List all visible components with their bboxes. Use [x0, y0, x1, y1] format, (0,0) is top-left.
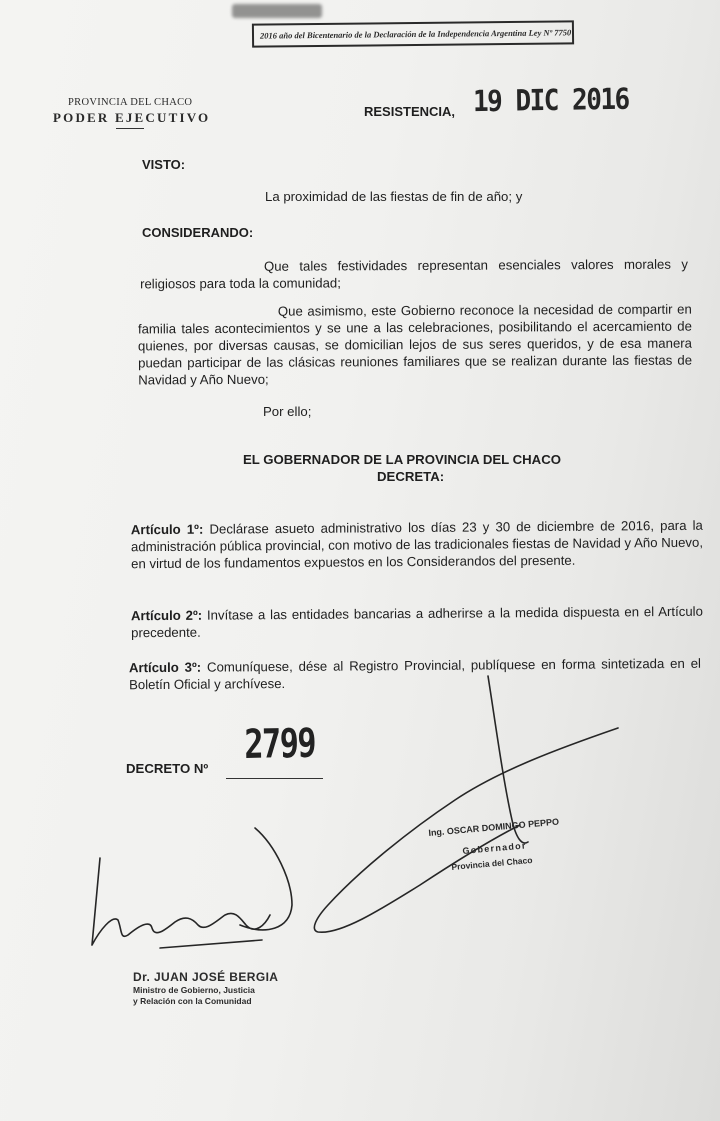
article-3-label: Artículo 3º: — [128, 659, 202, 676]
decreta-heading: DECRETA: — [377, 469, 445, 484]
article-3-text: Comuníquese, dése al Registro Provincial, publíquese en forma sintetizada en el Boletín Oficial y archívese. — [129, 655, 701, 693]
article-1-label: Artículo 1º: — [130, 521, 204, 538]
article-2-label: Artículo 2º: — [130, 607, 203, 624]
province-name: PROVINCIA DEL CHACO — [68, 97, 193, 108]
minister-title-line-2: y Relación con la Comunidad — [133, 996, 252, 1006]
decree-number-underline — [226, 778, 323, 779]
date-stamp: 19 DIC 2016 — [472, 82, 629, 120]
article-1 — [131, 517, 703, 572]
considerando-paragraph-1: Que tales festividades representan esenciales valores morales y religiosos para toda la comunidad; — [140, 256, 688, 292]
article-1-text: Declárase asueto administrativo los días 23 y 30 de diciembre de 2016, para la administración pública provincial, con motivo de las tradicionales fiestas de Navidad y Año Nuevo, en virtud de los fundamentos expuestos en los Considerandos del presente. — [130, 517, 704, 572]
executive-power: PODER EJECUTIVO — [53, 110, 211, 125]
decree-number: 2799 — [244, 720, 316, 768]
visto-text: La proximidad de las fiestas de fin de año; y — [265, 189, 523, 204]
governor-title: Gobernador — [462, 840, 528, 856]
por-ello: Por ello; — [263, 404, 312, 419]
governor-signature-line — [488, 676, 528, 843]
minister-signature — [92, 828, 292, 945]
decree-number-label: DECRETO Nº — [126, 761, 209, 776]
governor-heading: EL GOBERNADOR DE LA PROVINCIA DEL CHACO — [243, 452, 561, 467]
header-underline — [116, 128, 144, 129]
governor-name: Ing. OSCAR DOMINGO PEPPO — [428, 816, 560, 838]
bicentennial-stamp: 2016 año del Bicentenario de la Declaración de la Independencia Argentina Ley Nº 7750 — [252, 20, 574, 47]
ink-smudge — [232, 4, 322, 18]
minister-title-line-1: Ministro de Gobierno, Justicia — [133, 985, 255, 995]
article-3 — [129, 655, 701, 693]
considerando-heading: CONSIDERANDO: — [142, 225, 254, 240]
minister-name: Dr. JUAN JOSÉ BERGIA — [133, 970, 279, 984]
considerando-paragraph-2: Que asimismo, este Gobierno reconoce la necesidad de compartir en familia tales acontecimientos y se une a las celebraciones, posibilitando el acercamiento de quienes, por diversas causas, se domicilian lejos de sus seres queridos, y de esa manera puedan participar de las clásicas reuniones familiares que se realizan durante las fiestas de Navidad y Año Nuevo; — [137, 301, 693, 388]
governor-province: Provincia del Chaco — [451, 854, 533, 872]
article-2-text: Invítase a las entidades bancarias a adherirse a la medida dispuesta en el Artículo precedente. — [131, 603, 703, 641]
article-2 — [131, 603, 703, 641]
visto-heading: VISTO: — [142, 157, 186, 172]
minister-signature-flourish — [160, 940, 262, 948]
place-label: RESISTENCIA, — [364, 104, 456, 119]
